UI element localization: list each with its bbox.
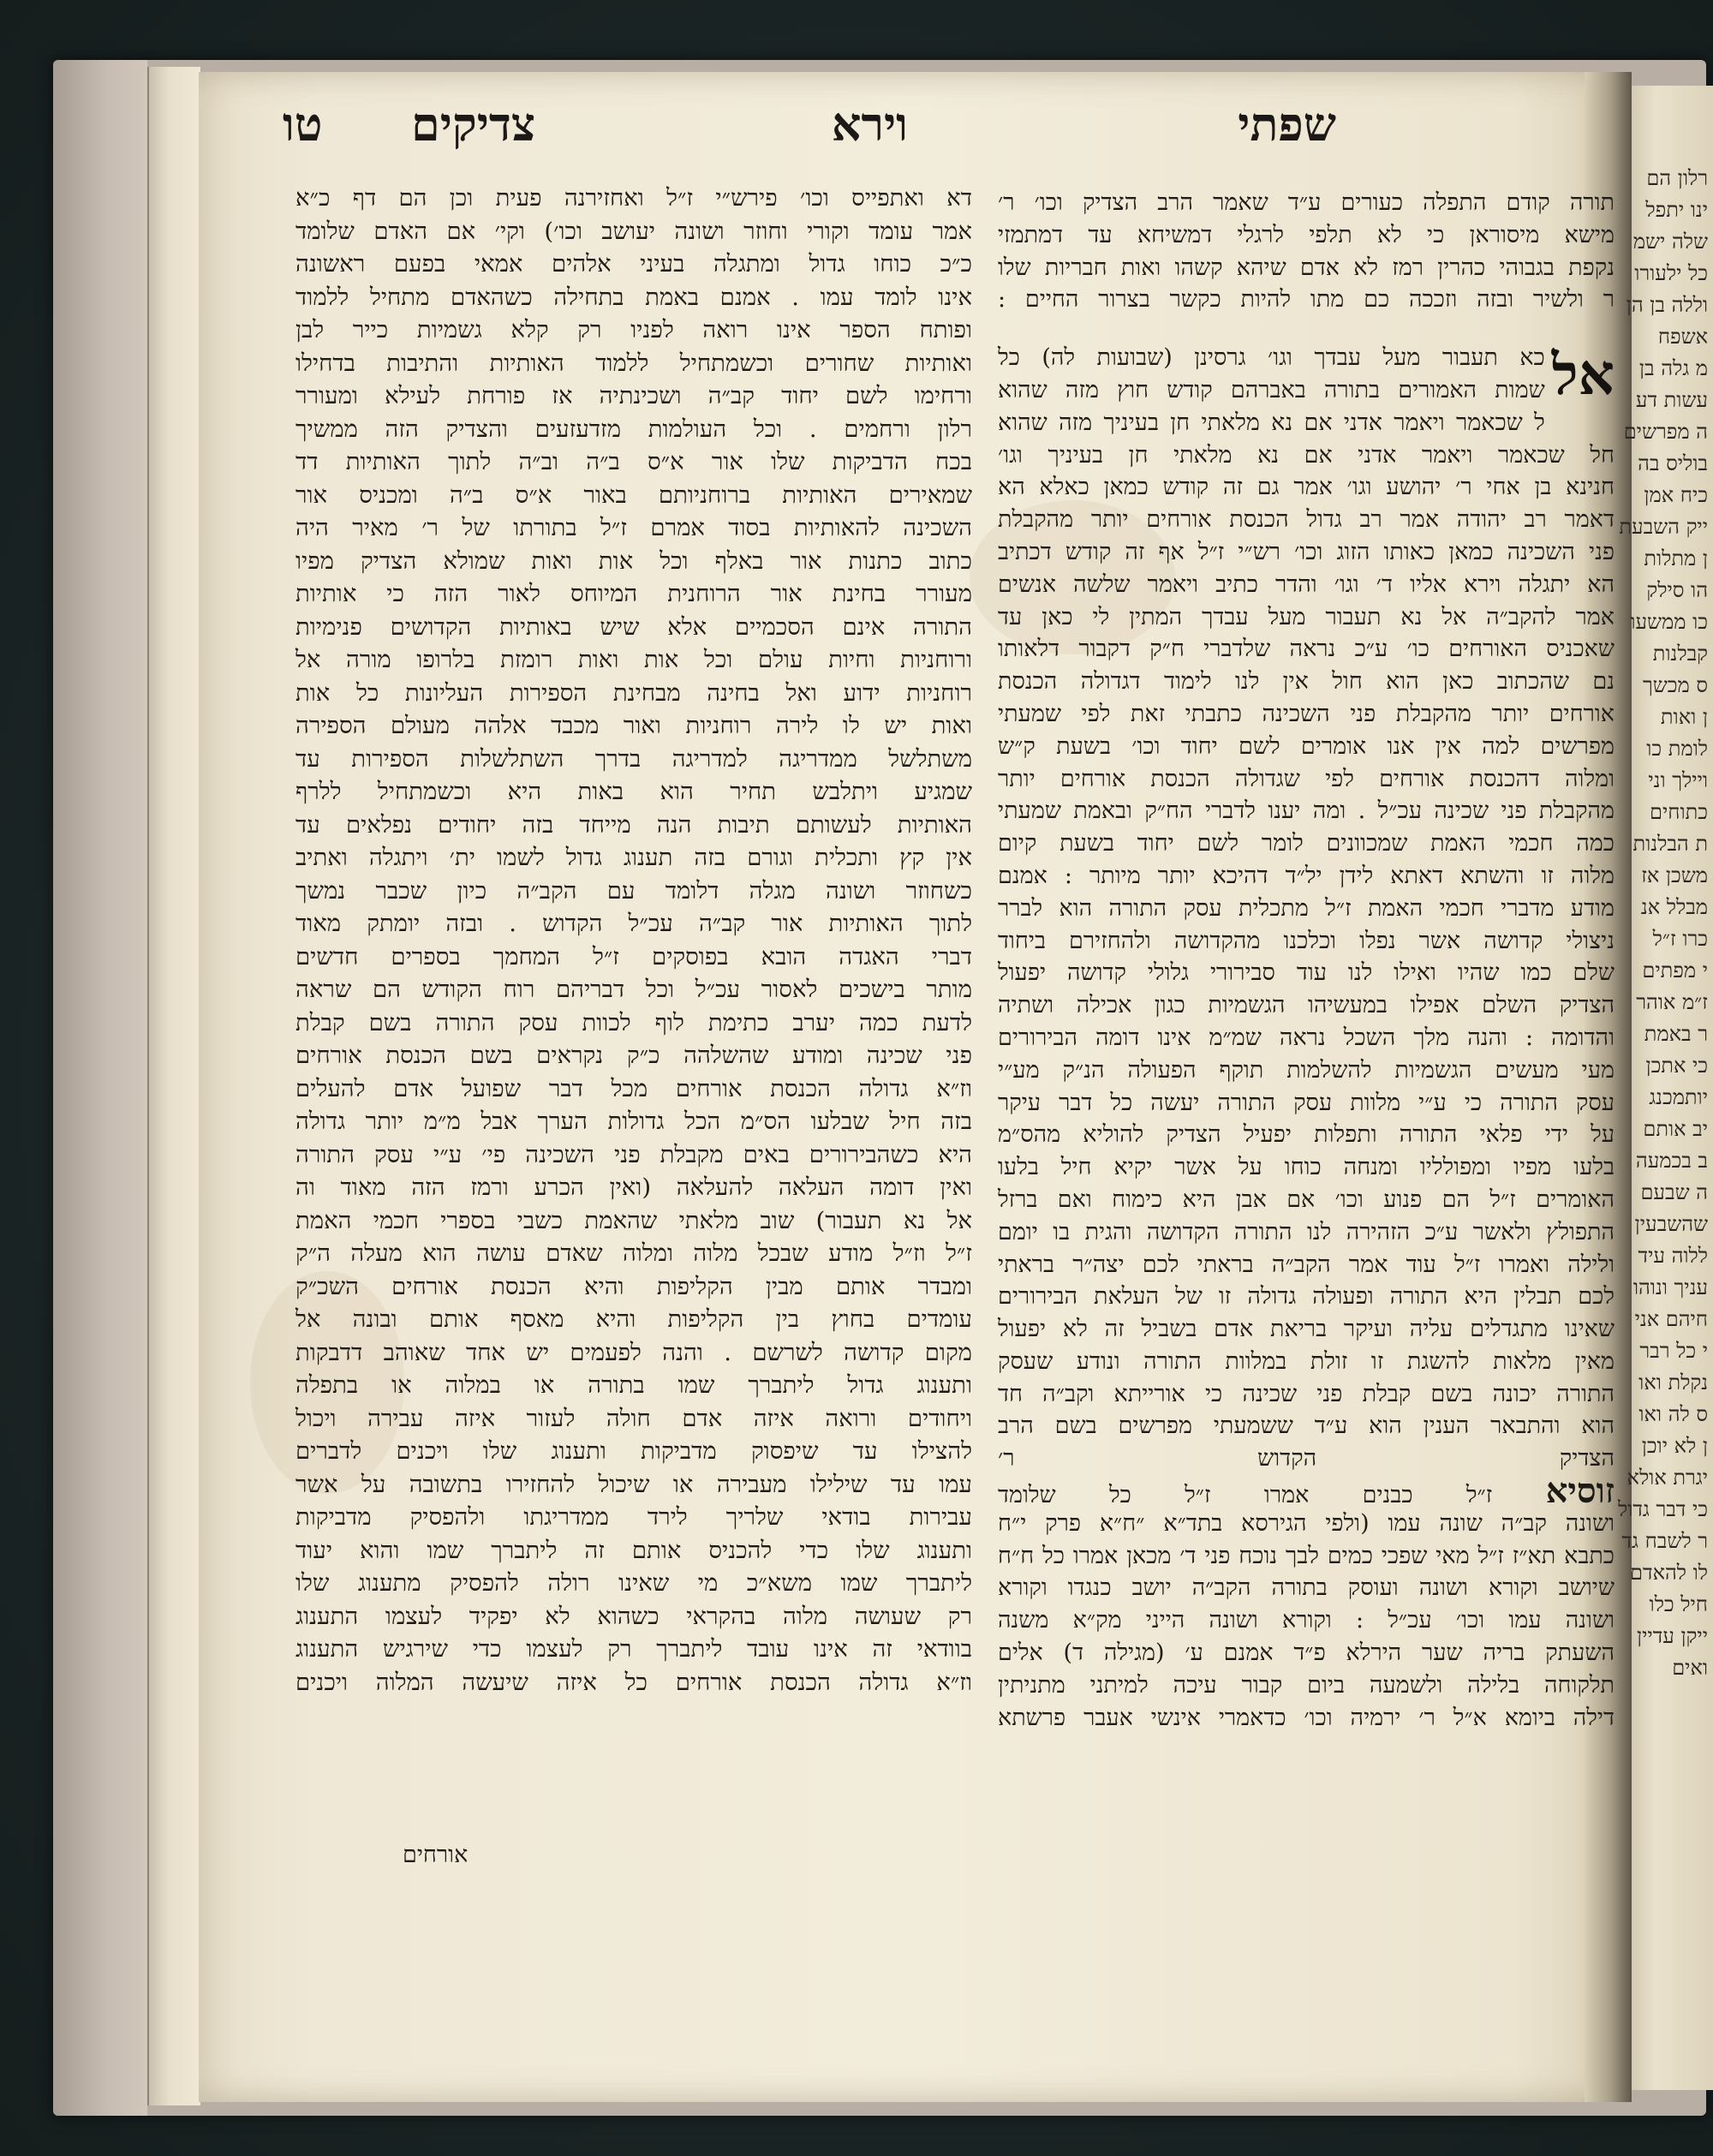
facing-page-fragment: ה שבעם xyxy=(1640,1180,1708,1204)
text-line: מותר בישכים לאסור עכ״ל וכל דבריהם רוח הקודש הם שראה xyxy=(295,976,972,1003)
text-line: ולילה ואמרו ז״ל עוד אמר הקב״ה בראתי לכם יצה״ר בראתי xyxy=(998,1251,1615,1278)
text-line: הצדיק השלם אפילו במעשיהו הגשמיות כגון אכילה ושתיה xyxy=(998,992,1615,1019)
text-line: אמר להקב״ה אל נא תעבור מעל עבדך המתין לי כאן עד xyxy=(998,603,1615,630)
facing-page-fragment: משכן אז xyxy=(1641,863,1708,887)
text-line: רלון ורחמים . וכל העולמות מזדעזעים והצדיק הזה ממשיך xyxy=(295,415,972,443)
text-line: ורחימו לשם יחוד קב״ה ושכינתיה אז פורחת לעילא ומעורר xyxy=(295,382,972,409)
text-line: ניצולי קדושה אשר נפלו וכלכנו מהקדושה ולהחזירם ביחוד xyxy=(998,927,1615,954)
section-initial-word: אל xyxy=(1551,341,1615,409)
text-line: והדומה : והנה מלך השכל נראה שמ״מ אינו דומה הבירורים xyxy=(998,1024,1615,1051)
text-line: שמות האמורים בתורה באברהם קודש חוץ מזה שהוא xyxy=(998,376,1545,403)
text-line: דאמר רב יהודה אמר רב גדול הכנסת אורחים יותר מהקבלת xyxy=(998,506,1615,534)
text-line: כ״כ כוחו גדול ומתגלה בעיני אלהים אמאי בפעם ראשונה xyxy=(295,250,972,278)
text-line: אמר עומד וקורי וחוזר ושונה יעושב וכו׳) וקי׳ אם האדם שלומד xyxy=(295,217,972,245)
text-line: ר ולשיר ובזה וזככה כם מתו להיות כקשר בצרור החיים : xyxy=(998,286,1615,314)
text-line: מפרשים למה אין אנו אומרים לשם יחוד וכו׳ בשעת ק״ש xyxy=(998,732,1615,760)
text-line: וז״א גדולה הכנסת אורחים כל איזה שיעשה המלוה ויכנים xyxy=(295,1668,972,1696)
text-line: לתוך האותיות אור קב״ה עכ״ל הקדוש . ובזה יומתק מאוד xyxy=(295,910,972,937)
text-line: כשחוזר ושונה מגלה דלומד עם הקב״ה כיון שכבר נמשך xyxy=(295,876,972,905)
text-line: רק שעושה מלוה בהקראי כשהוא לא יפקיד לעצמו התענוג xyxy=(295,1602,972,1630)
text-line: מאין מלאות להשגת זו זולת במלוות התורה ונודע שעסק xyxy=(998,1347,1615,1375)
text-line: ליתברך שמו משא״כ מי שאינו רולה להפסיק מתענוג שלו xyxy=(295,1569,972,1597)
text-line: אינו לומד עמו . אמנם באמת בתחילה כשהאדם מתחיל ללמוד xyxy=(295,283,972,311)
text-line: ותענוג גדול ליתברך שמו בתורה או במלוה או בתפלה xyxy=(295,1371,972,1399)
text-line: ופותח הספר אינו רואה לפניו רק קלא גשמיות כייר לבן xyxy=(295,316,972,343)
text-line: מקום קדושה לשרשם . והנה לפעמים יש אחד שאוהב דדבקות xyxy=(295,1338,972,1366)
section-gap xyxy=(998,316,1615,342)
facing-page-fragment: ר לשבח גד xyxy=(1621,1529,1708,1553)
text-line: דילה ביומא א״ל ר׳ ירמיה וכו׳ כדאמרי אינשי אעבר פרשתא xyxy=(998,1704,1615,1731)
header-title-middle: וירא xyxy=(831,97,908,152)
facing-page-fragment: כתוחים xyxy=(1650,800,1708,824)
facing-page-fragment: ז״מ אוהר xyxy=(1636,990,1708,1014)
facing-page-fragment: ן ואות xyxy=(1660,705,1708,729)
text-line: כא תעבור מעל עבדך וגו׳ גרסינן (שבועות לה) כל xyxy=(998,344,1545,372)
text-line: האותיות לעשותם תיבות הנה מייחד בזה יחודים נפלאים עד xyxy=(295,810,972,839)
text-line: מעורר בחינת אור הרוחנית המיוחס לאור הזה כי אותיות xyxy=(295,580,972,607)
text-line: מהקבלת פני שכינה עכ״ל . ומה יענו לדברי הח״ק ובאמת שמעתי xyxy=(998,797,1615,825)
facing-page-fragment: מבלל אנ xyxy=(1640,895,1708,919)
text-line: ז״ל וז״ל מודע שבכל מלוה ומלוה שאדם עושה הוא מעלה ה״ק xyxy=(295,1239,972,1267)
text-line: שאינו מתגדלים עליה ועיקר בריאת אדם בשביל זה לא יפעול xyxy=(998,1316,1615,1343)
left-column-lines xyxy=(295,182,972,1699)
facing-page-fragment: כי אתכן xyxy=(1645,1054,1708,1078)
book-cover-spine-edge xyxy=(53,60,147,2116)
right-column-bottom-lines xyxy=(998,1508,1615,1735)
facing-page-fragment: שהשבעין xyxy=(1634,1212,1708,1236)
facing-page-edge xyxy=(1617,86,1713,2090)
facing-page-fragment: כו ממשעו xyxy=(1630,610,1708,634)
facing-page-fragment: ת הבלנות xyxy=(1632,832,1708,856)
facing-page-fragment: ללוה עיד xyxy=(1638,1244,1708,1268)
facing-page-fragment: ייקן עדיין xyxy=(1636,1624,1708,1648)
text-line: השעתק בריה שער הירלא פ״ד אמנם ע׳ (מגילה ד) אלים xyxy=(998,1639,1615,1667)
text-line: שלם כמו שהיו ואילו לנו עוד סבירורי גלולי קדושה יפעול xyxy=(998,959,1615,987)
text-line: נקפת בגבוהי כהרין רמז לא אדם שיהא קשהו ואות חבריות שלו xyxy=(998,254,1615,281)
text-line: ושונה עמו וכו׳ עכ״ל : וקורא ושונה הייני מק״א משנה xyxy=(998,1607,1615,1634)
facing-page-fragment: יגרת אולא xyxy=(1626,1466,1708,1490)
right-column-section xyxy=(998,342,1615,1734)
header-title-right: שפתי xyxy=(1238,97,1336,152)
facing-page-fragment: הו סילק xyxy=(1646,578,1708,602)
text-line: נם שהכתוב כאן הוא חול אין לנו לימוד דגדולה הכנסת xyxy=(998,668,1615,696)
text-line: פני שכינה ומודע שהשלהה כ״ק נקראים בשם הכנסת אורחים xyxy=(295,1042,972,1069)
facing-page-fragment: ס לה ואו xyxy=(1638,1402,1708,1426)
facing-page-fragment: חיהם אני xyxy=(1634,1307,1708,1331)
facing-page-fragment: כרו ז״ל xyxy=(1652,927,1708,951)
facing-page-fragment: ואים xyxy=(1672,1656,1708,1680)
facing-page-fragment: כל ילעורו xyxy=(1634,261,1708,285)
line-continuation: ז״ל כבנים אמרו ז״ל כל שלומד xyxy=(998,1482,1493,1509)
facing-page-fragment: כיח אמן xyxy=(1644,483,1708,507)
text-line: וז״א גדולה הכנסת אורחים מכל דבר שפועל אדם להעלים xyxy=(295,1074,972,1102)
text-line: חנינא בן אחי ר׳ יהושע וגו׳ אמר גם זה קודש כמאן כאלא הא xyxy=(998,474,1615,501)
text-line: לכם תבלין היא התורה ופעולה גדולה זו של העלאת הבירורים xyxy=(998,1283,1615,1311)
text-line: תורה קודם התפלה כעורים ע״ד שאמר הרב הצדיק וכו׳ ר׳ xyxy=(998,189,1615,216)
text-line: דברי האגדה הובא בפוסקים ז״ל המחמך בספרים חדשים xyxy=(295,942,972,970)
text-line: מעי מעשים הגשמיות להשלמות תוקף הפעולה הנ״ק מע״י xyxy=(998,1056,1615,1084)
facing-page-fragment: ר באמת xyxy=(1644,1022,1708,1046)
text-line: הוא והתבאר הענין הוא ע״ד ששמעתי מפרשים בשם הרב xyxy=(998,1412,1615,1440)
text-line: התפולץ ולאשר ע״כ הזהירה לנו התורה הקדושה והגית בו יומם xyxy=(998,1218,1615,1245)
text-line: הא יתגלה וירא אליו ד׳ וגו׳ והדר כתיב ויאמר שלשה אנשים xyxy=(998,570,1615,598)
folio-number: טו xyxy=(283,97,323,152)
left-text-column xyxy=(295,182,972,1699)
text-line: שמגיע ויתלבש תחיר הוא באות היא וכשמתחיל ללרף xyxy=(295,778,972,805)
facing-page-fragment: מ גלה בן xyxy=(1638,356,1708,380)
facing-page-fragment: אשפח xyxy=(1657,325,1708,349)
text-line: ורוחניות וחיות עולם וכל אות ואות רומזת בלרופו מורה אל xyxy=(295,646,972,673)
text-line: ותענוג שלו כדי להכניס אותם זה ליתברך שמו והוא יעוד xyxy=(295,1536,972,1564)
facing-page-text xyxy=(1617,86,1713,1684)
text-line: בזה חיל שבלעו הס״מ הכל גדולות הערך אבל מ״מ יותר גדולה xyxy=(295,1108,972,1135)
text-line: ואין דומה העלאה להעלאה (ואין הכרע ורמז הזה מאוד וה xyxy=(295,1174,972,1201)
text-line: ויחודים ורואה איזה אדם חולה לעזור איזה עבירה ויכול xyxy=(295,1404,972,1432)
facing-page-fragment: לומת כו xyxy=(1646,737,1708,761)
facing-page-fragment: י כל רבר xyxy=(1639,1339,1708,1363)
running-header xyxy=(283,94,1336,154)
text-line: להצילו עד שיפסוק מדביקות ותענוג שלו ויכנים לדברים xyxy=(295,1437,972,1465)
facing-page-fragment: ן לא יוכן xyxy=(1641,1434,1708,1458)
header-title-left: צדיקים xyxy=(411,97,536,152)
text-line: מלוה זו והשתא דאתא לידן יל״ד דהיכא יותר מיותר : אמנם xyxy=(998,862,1615,889)
facing-page-fragment: קבלנות xyxy=(1652,642,1708,666)
facing-page-fragment: עניך ונוהו xyxy=(1632,1275,1708,1299)
text-line: תלקוחה בלילה ולשמעה ביום קבור עיכה למיתני מתניתין xyxy=(998,1671,1615,1699)
facing-page-fragment: ינו יתפל xyxy=(1645,198,1708,222)
text-line: מודע מדברי חכמי האמת ז״ל מתכלית עסק התורה הוא לברר xyxy=(998,894,1615,922)
text-line: מישא מיסוראן כי לא תלפי לרגלי דמשיחא עד דמתמזי xyxy=(998,221,1615,248)
right-column-section-lines xyxy=(998,342,1615,1475)
facing-page-fragment: ן מתלות xyxy=(1644,546,1708,570)
facing-page-fragment: ס מכשך xyxy=(1642,673,1708,697)
facing-page-fragment: רלון הם xyxy=(1646,166,1708,190)
facing-page-fragment: ייק השבעת xyxy=(1619,515,1708,539)
facing-page-fragment: עשות דע xyxy=(1635,388,1708,412)
facing-page-fragment: כי דבר גדול xyxy=(1617,1497,1708,1521)
text-line: כתבא תא״ז ז״ל מאי שפכי כמים לבך נוכח פני ד׳ מכאן אמרו כל ח״ח xyxy=(998,1542,1615,1569)
right-column-top-block xyxy=(998,187,1615,316)
page-block-edge xyxy=(147,67,200,2105)
facing-page-fragment: שלה ישמ xyxy=(1632,230,1708,254)
text-line: שאכניס האורחים כו׳ ע״כ נראה שלדברי ח״ק דקבור דלאותו xyxy=(998,636,1615,663)
text-line: בוודאי זה אינו עובד ליתברך רק לעצמו כדי שירגיש התענוג xyxy=(295,1635,972,1663)
facing-page-fragment: יב אותם xyxy=(1643,1117,1708,1141)
facing-page-fragment: וללה בן הן xyxy=(1626,293,1708,317)
text-line: בכח הדביקות שלו אור א״ס ב״ה וב״ה לתוך האותיות דד xyxy=(295,448,972,475)
text-line: עבירות בודאי שלריך לירד ממדריגתו ולהפסיק מדביקות xyxy=(295,1503,972,1531)
facing-page-fragment: בוליס בה xyxy=(1638,451,1708,475)
text-line: האומרים ז״ל הם פנוע וכו׳ אם אבן היא כימוח ואם ברזל xyxy=(998,1186,1615,1213)
text-line: הצדיק הקדוש ר׳ xyxy=(998,1445,1615,1472)
text-line: שיושב וקורא ושונה ועוסק בתורה הקב״ה יושב כנגדו וקורא xyxy=(998,1574,1615,1602)
text-line: משתלשל ממדריגה למדריגה בדרך השתלשלות הספירות עד xyxy=(295,744,972,773)
facing-page-fragment: לו להאדם xyxy=(1630,1561,1708,1585)
text-line: לדעת כמה יערב כתימת לוף לכוות עסק התורה בשם קבלת xyxy=(295,1008,972,1036)
text-line: השכינה להאותיות בסוד אמרם ז״ל בתורתו של ר׳ מאיר היה xyxy=(295,514,972,541)
text-line: ל שכאמר ויאמר אדני אם נא מלאתי חן בעיניך מזה שהוא xyxy=(998,409,1545,436)
text-line: עסק התורה כי ע״י מלוות עסק התורה יעשה כל דבר עיקר xyxy=(998,1089,1615,1116)
text-line-with-name xyxy=(998,1471,1615,1512)
text-line: כתוב כתנות אור באלף וכל אות ואות שמולא הצדיק מפיו xyxy=(295,546,972,575)
text-line: ואותיות שחורים וכשמתחיל ללמוד האותיות והתיבות בדחילו xyxy=(295,349,972,377)
text-line: ואות יש לו לירה רוחניות ואור מכבד אלהה מעולם הספירה xyxy=(295,712,972,739)
facing-page-fragment: חיל כלו xyxy=(1649,1592,1708,1616)
facing-page-fragment: ויילך וני xyxy=(1648,768,1708,792)
text-line: אין קץ ותכלית וגורם בזה תענוג גדול לשמו ית׳ ויתגלה ואתיב xyxy=(295,844,972,871)
text-line: ושונה קב״ה שונה עמו (ולפי הגירסא בתד״א ״ח״א פרק י״ח xyxy=(998,1509,1615,1537)
text-line: שמאירים האותיות ברוחניותם באור א״ס ב״ה ומכניס אור xyxy=(295,481,972,509)
text-line: ומבדר אותם מבין הקליפות והיא הכנסת אורחים השכ״ק xyxy=(295,1272,972,1300)
facing-page-fragment: יותמכנג xyxy=(1649,1085,1708,1109)
text-line: היא כשהבירורים באים מקבלת פני השכינה פי׳ ע״י עסק התורה xyxy=(295,1140,972,1168)
text-line: עומדים בחוץ בין הקליפות והיא מאסף אותם ובונה אל xyxy=(295,1305,972,1333)
text-line: אורחים יותר מהקבלת פני השכינה כתבתי זאת לפי שמעתי xyxy=(998,700,1615,727)
right-text-column xyxy=(998,187,1615,1734)
emphasized-name: זוסיא xyxy=(1545,1471,1615,1512)
text-line: אל נא תעבור) שוב מלאתי שהאמת כשבי בספרי חכמי האמת xyxy=(295,1206,972,1234)
text-line: פני השכינה כמאן כאותו הזוג וכו׳ רש״י ז״ל אף זה קודש דכתיב xyxy=(998,538,1615,565)
facing-page-fragment: ה מפרשים xyxy=(1623,420,1708,444)
text-line: דא ואתפייס וכו׳ פירש״י ז״ל ואחזירנה פעית וכן הם דף כ״א xyxy=(295,184,972,212)
text-line: התורה אינם הסכמיים אלא שיש באותיות הקדושים פנימיות xyxy=(295,612,972,641)
catchword: אורחים xyxy=(403,1842,469,1868)
facing-page-fragment: ב בכמעה xyxy=(1635,1149,1708,1173)
text-line: עמו עד שילילו מעבירה או שיכול להחזירו בתשובה על אשר xyxy=(295,1470,972,1498)
facing-page-fragment: י מפתים xyxy=(1642,959,1708,982)
text-line: כמה חכמי האמת שמכוונים לומר לשם יחוד בשעת קיום xyxy=(998,830,1615,857)
text-line: בלעו מפיו ומפולליו ומנחה כוחו על אשר יקיא חיל בלעו xyxy=(998,1154,1615,1181)
text-line: רוחניות ידוע ואל בחינה מבחינת הספירות העליונות כל אות xyxy=(295,678,972,707)
text-line: חל שכאמר ויאמר אדני אם נא מלאתי חן בעיניך וגו׳ xyxy=(998,441,1615,469)
facing-page-fragment: נקלת ואו xyxy=(1638,1371,1708,1395)
text-line: התורה יכונה בשם קבלת פני שכינה כי אורייתא וקב״ה חד xyxy=(998,1380,1615,1407)
text-line: על ידי פלאי התורה ותפלות יפעיל הצדיק להוליא מהס״מ xyxy=(998,1121,1615,1149)
text-line: ומלוה דהכנסת אורחים לפי שגדולה הכנסת אורחים יותר xyxy=(998,765,1615,792)
